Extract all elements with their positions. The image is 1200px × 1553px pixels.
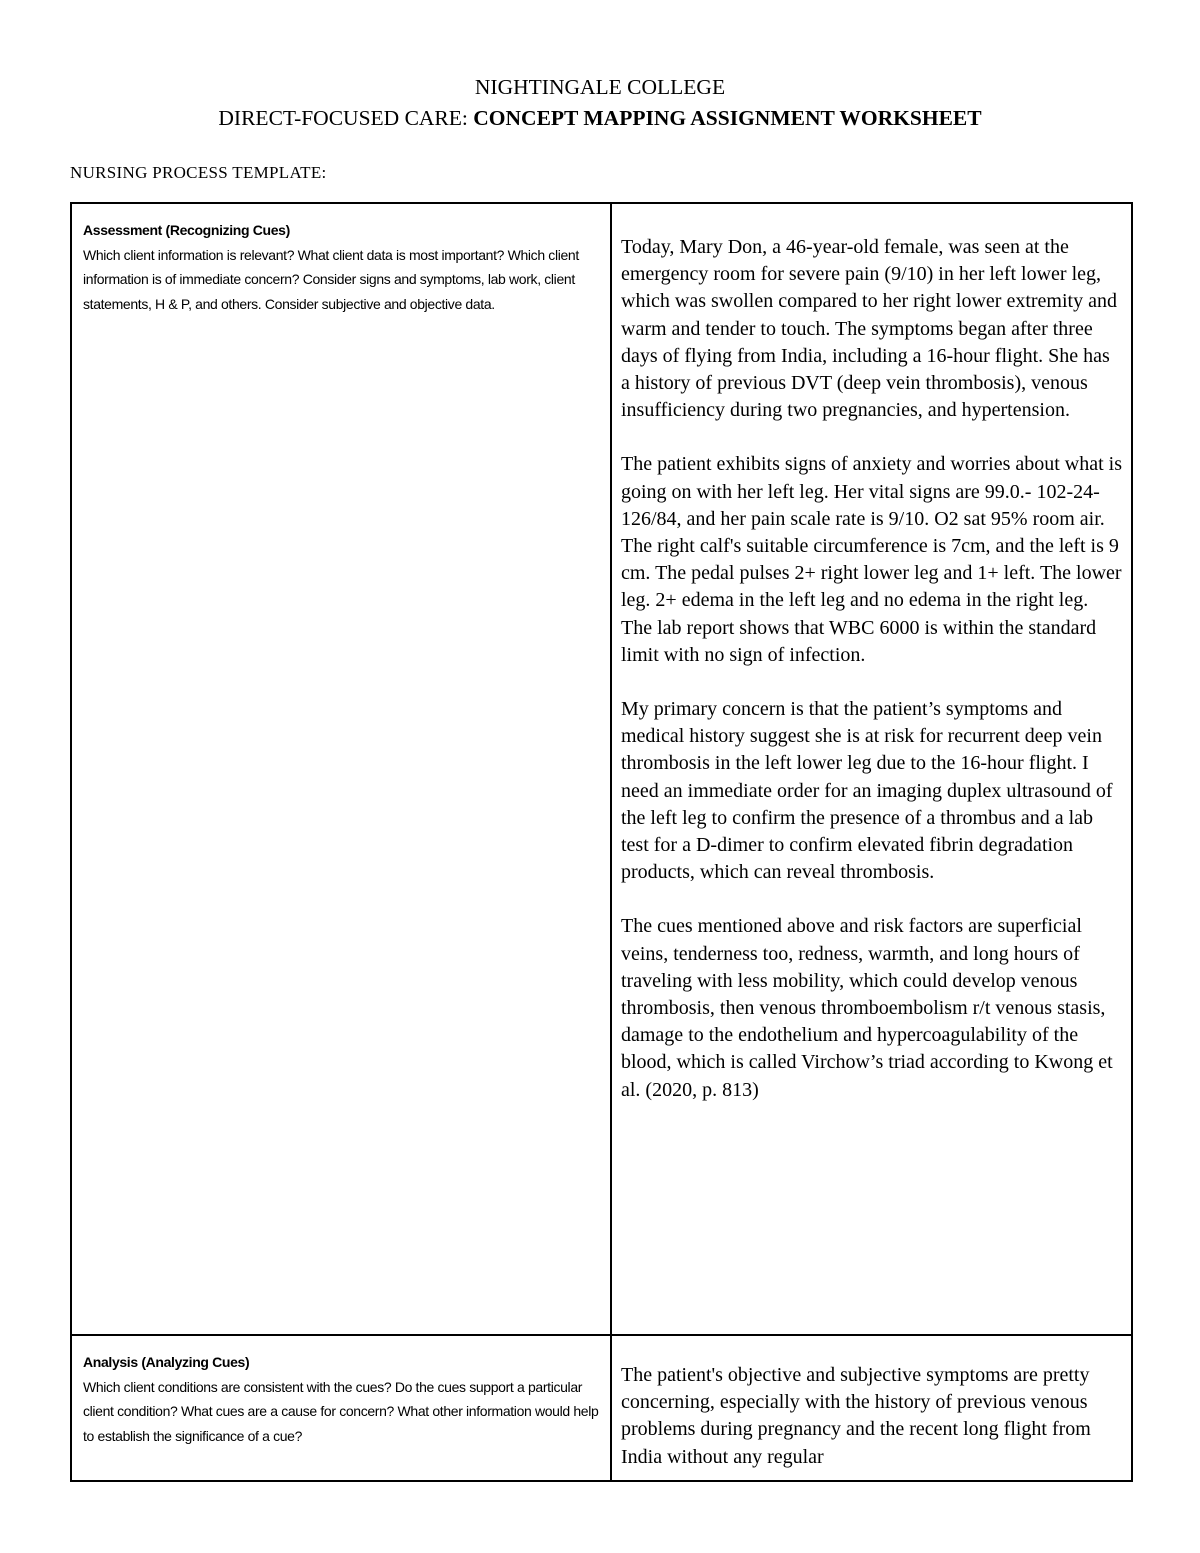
worksheet-title xyxy=(0,103,1200,134)
assessment-prompt-cell xyxy=(71,203,611,1335)
worksheet-title-prefix: DIRECT-FOCUSED CARE: xyxy=(218,106,474,130)
analysis-prompt-cell xyxy=(71,1335,611,1481)
assessment-answer-cell xyxy=(611,203,1132,1335)
analysis-answer-cell xyxy=(611,1335,1132,1481)
analysis-title: Analysis (Analyzing Cues) xyxy=(83,1354,250,1370)
analysis-question: Which client conditions are consistent with the cues? Do the cues support a particular client condition? What cues are a cause for concern? What other information would help to establish the significance of a cue? xyxy=(83,1378,599,1444)
assessment-row xyxy=(71,203,1132,1335)
assessment-title: Assessment (Recognizing Cues) xyxy=(83,222,290,238)
assessment-paragraph: My primary concern is that the patient’s symptoms and medical history suggest she is at risk for recurrent deep vein thrombosis in the left lower leg due to the 16-hour flight. I need an immediate order for an imaging duplex ultrasound of the left leg to confirm the presence of a thrombus and a lab test for a D-dimer to confirm elevated fibrin degradation products, which can reveal thrombosis. xyxy=(621,698,1113,884)
template-label: NURSING PROCESS TEMPLATE: xyxy=(70,163,327,182)
worksheet-title-bold: CONCEPT MAPPING ASSIGNMENT WORKSHEET xyxy=(473,106,982,130)
assessment-paragraph: The patient exhibits signs of anxiety and worries about what is going on with her left leg. Her vital signs are 99.0.- 102-24-126/84, and her pain scale rate is 9/10. O2 sat 95% room air. The right calf's suitable circumference is 7cm, and the left is 9 cm. The pedal pulses 2+ right lower leg and 1+ left. The lower leg. 2+ edema in the left leg and no edema in the right leg. The lab report shows that WBC 6000 is within the standard limit with no sign of infection. xyxy=(621,453,1123,666)
college-name: NIGHTINGALE COLLEGE xyxy=(474,75,726,99)
assessment-paragraph: Today, Mary Don, a 46-year-old female, was seen at the emergency room for severe pain (9/10) in her left lower leg, which was swollen compared to her right lower extremity and warm and tender to touch. The symptoms began after three days of flying from India, including a 16-hour flight. She has a history of previous DVT (deep vein thrombosis), venous insufficiency during two pregnancies, and hypertension. xyxy=(621,236,1117,422)
assessment-question: Which client information is relevant? What client data is most important? Which client information is of immediate concern? Consider signs and symptoms, lab work, client statements, H & P, and others. Consider subjective and objective data. xyxy=(83,246,579,312)
analysis-paragraph: The patient's objective and subjective symptoms are pretty concerning, especially with the history of previous venous problems during pregnancy and the recent long flight from India without any regular xyxy=(621,1364,1091,1468)
analysis-row xyxy=(71,1335,1132,1481)
assessment-paragraph: The cues mentioned above and risk factors are superficial veins, tenderness too, redness, warmth, and long hours of traveling with less mobility, which could develop venous thrombosis, then venous thromboembolism r/t venous stasis, damage to the endothelium and hypercoagulability of the blood, which is called Virchow’s triad according to Kwong et al. (2020, p. 813) xyxy=(621,915,1113,1101)
nursing-process-table xyxy=(70,202,1133,1482)
document-header xyxy=(0,72,1200,134)
